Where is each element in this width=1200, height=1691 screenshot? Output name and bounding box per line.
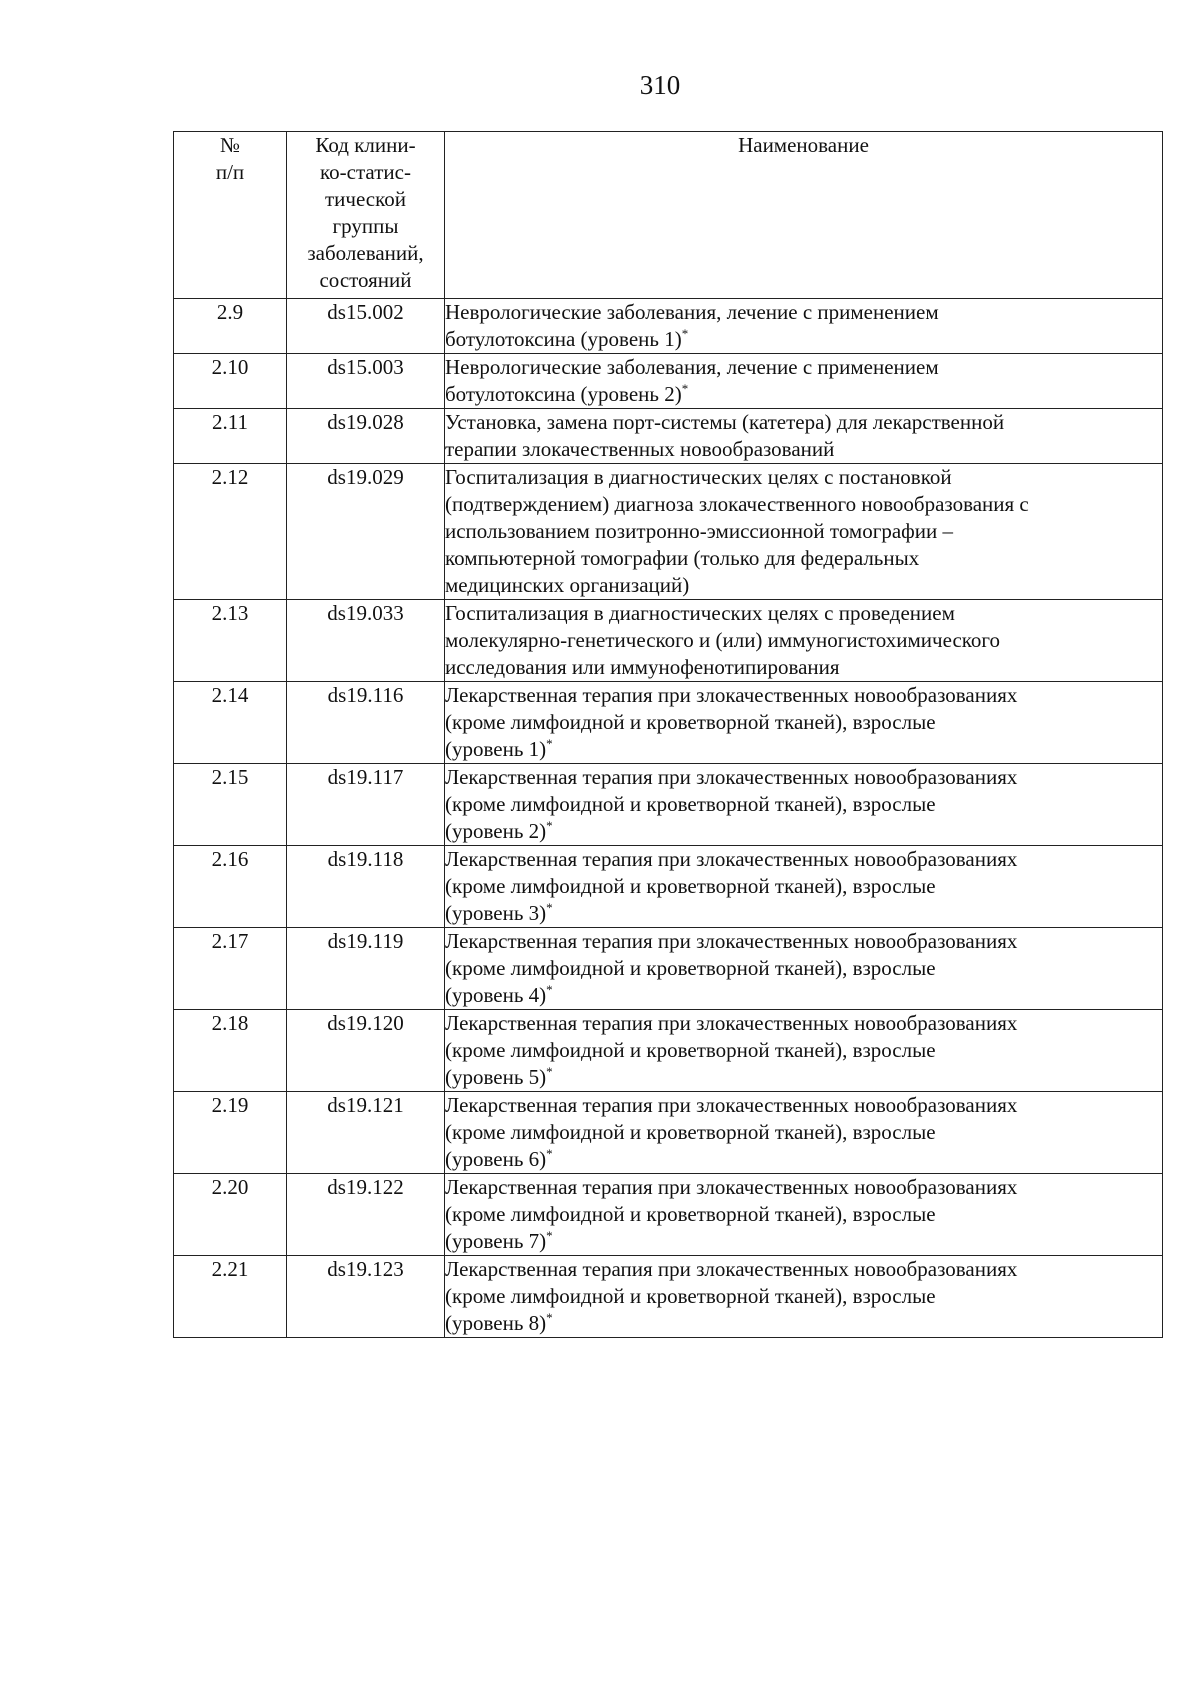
table-row xyxy=(174,1010,1163,1092)
ksg-name-text: (уровень 3) xyxy=(445,901,547,925)
table-row xyxy=(174,764,1163,846)
ksg-name-text: (уровень 5) xyxy=(445,1065,547,1089)
ksg-name-text: медицинских организаций) xyxy=(445,573,690,597)
ksg-name-line xyxy=(445,873,1162,900)
ksg-name-text: Неврологические заболевания, лечение с применением xyxy=(445,355,939,379)
ksg-name-line xyxy=(445,900,1162,927)
footnote-asterisk: * xyxy=(546,736,553,751)
ksg-name-text: (кроме лимфоидной и кроветворной тканей), взрослые xyxy=(445,710,936,734)
ksg-name-text: Лекарственная терапия при злокачественных новообразованиях xyxy=(445,1257,1018,1281)
ksg-name-line xyxy=(445,682,1162,709)
ksg-name xyxy=(445,1256,1163,1338)
header-code-line: тической xyxy=(324,187,407,211)
ksg-name-text: Лекарственная терапия при злокачественных новообразованиях xyxy=(445,1093,1018,1117)
table-row xyxy=(174,299,1163,354)
row-number: 2.10 xyxy=(174,354,287,409)
ksg-name-text: (кроме лимфоидной и кроветворной тканей), взрослые xyxy=(445,874,936,898)
ksg-code: ds15.003 xyxy=(287,354,445,409)
ksg-name-line xyxy=(445,1119,1162,1146)
ksg-name-text: использованием позитронно-эмиссионной томографии – xyxy=(445,519,953,543)
header-num-line: № xyxy=(219,133,241,157)
header-code-line: группы xyxy=(332,214,399,238)
ksg-name-line xyxy=(445,545,1162,572)
ksg-name-text: (уровень 6) xyxy=(445,1147,547,1171)
ksg-name-text: Лекарственная терапия при злокачественных новообразованиях xyxy=(445,765,1018,789)
ksg-code: ds19.116 xyxy=(287,682,445,764)
ksg-name-text: Госпитализация в диагностических целях с постановкой xyxy=(445,465,952,489)
ksg-name-text: Лекарственная терапия при злокачественных новообразованиях xyxy=(445,683,1018,707)
ksg-name-text: (уровень 8) xyxy=(445,1311,547,1335)
ksg-name-text: Лекарственная терапия при злокачественных новообразованиях xyxy=(445,1175,1018,1199)
ksg-name-text: (кроме лимфоидной и кроветворной тканей), взрослые xyxy=(445,956,936,980)
ksg-code: ds19.028 xyxy=(287,409,445,464)
ksg-name xyxy=(445,354,1163,409)
row-number: 2.14 xyxy=(174,682,287,764)
row-number: 2.19 xyxy=(174,1092,287,1174)
ksg-name-line xyxy=(445,1037,1162,1064)
ksg-name xyxy=(445,600,1163,682)
ksg-code: ds15.002 xyxy=(287,299,445,354)
ksg-name-text: Неврологические заболевания, лечение с применением xyxy=(445,300,939,324)
ksg-code: ds19.033 xyxy=(287,600,445,682)
ksg-name-line xyxy=(445,381,1162,408)
ksg-name-line xyxy=(445,982,1162,1009)
header-code xyxy=(287,132,445,299)
ksg-name-text: компьютерной томографии (только для федеральных xyxy=(445,546,920,570)
ksg-name-line xyxy=(445,928,1162,955)
ksg-name xyxy=(445,682,1163,764)
ksg-name xyxy=(445,409,1163,464)
ksg-code: ds19.117 xyxy=(287,764,445,846)
table-row xyxy=(174,1256,1163,1338)
header-name: Наименование xyxy=(445,132,1163,299)
ksg-name-line xyxy=(445,1201,1162,1228)
ksg-name-text: (кроме лимфоидной и кроветворной тканей), взрослые xyxy=(445,792,936,816)
ksg-name-line xyxy=(445,709,1162,736)
ksg-name-line xyxy=(445,326,1162,353)
ksg-name xyxy=(445,1174,1163,1256)
ksg-name xyxy=(445,764,1163,846)
ksg-name-line xyxy=(445,572,1162,599)
ksg-name-text: (уровень 7) xyxy=(445,1229,547,1253)
ksg-code: ds19.123 xyxy=(287,1256,445,1338)
ksg-name-text: (уровень 4) xyxy=(445,983,547,1007)
footnote-asterisk: * xyxy=(546,1146,553,1161)
table-header-row xyxy=(174,132,1163,299)
footnote-asterisk: * xyxy=(681,381,689,396)
header-code-line: заболеваний, xyxy=(307,241,424,265)
table-row xyxy=(174,928,1163,1010)
ksg-name-line xyxy=(445,736,1162,763)
ksg-name-line xyxy=(445,654,1162,681)
ksg-name-text: Лекарственная терапия при злокачественных новообразованиях xyxy=(445,929,1018,953)
page-number: 310 xyxy=(639,70,681,100)
ksg-name-text: (уровень 1) xyxy=(445,737,547,761)
ksg-name-text: Лекарственная терапия при злокачественных новообразованиях xyxy=(445,847,1018,871)
ksg-name-line xyxy=(445,1283,1162,1310)
ksg-name-line xyxy=(445,1146,1162,1173)
ksg-table xyxy=(173,131,1163,1338)
ksg-name xyxy=(445,1092,1163,1174)
ksg-name-text: (уровень 2) xyxy=(445,819,547,843)
header-code-line: Код клини- xyxy=(315,133,416,157)
ksg-code: ds19.029 xyxy=(287,464,445,600)
table-row xyxy=(174,1092,1163,1174)
footnote-asterisk: * xyxy=(546,818,553,833)
ksg-name-line xyxy=(445,464,1162,491)
table-row xyxy=(174,1174,1163,1256)
ksg-name-text: Лекарственная терапия при злокачественных новообразованиях xyxy=(445,1011,1018,1035)
ksg-name-text: терапии злокачественных новообразований xyxy=(445,437,835,461)
ksg-code: ds19.119 xyxy=(287,928,445,1010)
ksg-name-line xyxy=(445,354,1162,381)
row-number: 2.18 xyxy=(174,1010,287,1092)
ksg-name xyxy=(445,464,1163,600)
footnote-asterisk: * xyxy=(681,326,689,341)
ksg-name-line xyxy=(445,764,1162,791)
ksg-name-text: исследования или иммунофенотипирования xyxy=(445,655,840,679)
row-number: 2.11 xyxy=(174,409,287,464)
ksg-name xyxy=(445,846,1163,928)
ksg-code: ds19.121 xyxy=(287,1092,445,1174)
ksg-name-line xyxy=(445,1228,1162,1255)
row-number: 2.12 xyxy=(174,464,287,600)
ksg-name-line xyxy=(445,600,1162,627)
ksg-name-text: (кроме лимфоидной и кроветворной тканей), взрослые xyxy=(445,1202,936,1226)
ksg-name-line xyxy=(445,1310,1162,1337)
ksg-name-text: Госпитализация в диагностических целях с проведением xyxy=(445,601,955,625)
header-code-line: ко-статис- xyxy=(320,160,411,184)
table-row xyxy=(174,464,1163,600)
footnote-asterisk: * xyxy=(546,982,553,997)
ksg-name-line xyxy=(445,1256,1162,1283)
header-num-line: п/п xyxy=(215,160,245,184)
ksg-code: ds19.118 xyxy=(287,846,445,928)
ksg-code: ds19.120 xyxy=(287,1010,445,1092)
ksg-name xyxy=(445,299,1163,354)
ksg-name-line xyxy=(445,1010,1162,1037)
row-number: 2.17 xyxy=(174,928,287,1010)
ksg-name-line xyxy=(445,818,1162,845)
ksg-name xyxy=(445,928,1163,1010)
row-number: 2.13 xyxy=(174,600,287,682)
row-number: 2.16 xyxy=(174,846,287,928)
row-number: 2.20 xyxy=(174,1174,287,1256)
ksg-name-line xyxy=(445,791,1162,818)
ksg-name-text: (кроме лимфоидной и кроветворной тканей), взрослые xyxy=(445,1120,936,1144)
footnote-asterisk: * xyxy=(546,900,553,915)
table-row xyxy=(174,682,1163,764)
ksg-name-line xyxy=(445,1064,1162,1091)
row-number: 2.15 xyxy=(174,764,287,846)
row-number: 2.21 xyxy=(174,1256,287,1338)
ksg-code: ds19.122 xyxy=(287,1174,445,1256)
ksg-name-line xyxy=(445,518,1162,545)
header-num xyxy=(174,132,287,299)
ksg-name-text: (кроме лимфоидной и кроветворной тканей), взрослые xyxy=(445,1284,936,1308)
row-number: 2.9 xyxy=(174,299,287,354)
ksg-name xyxy=(445,1010,1163,1092)
table-row xyxy=(174,846,1163,928)
ksg-name-line xyxy=(445,1092,1162,1119)
ksg-name-text: ботулотоксина (уровень 2) xyxy=(445,382,682,406)
ksg-name-line xyxy=(445,1174,1162,1201)
footnote-asterisk: * xyxy=(546,1310,553,1325)
ksg-name-line xyxy=(445,436,1162,463)
ksg-name-text: (кроме лимфоидной и кроветворной тканей), взрослые xyxy=(445,1038,936,1062)
ksg-name-line xyxy=(445,409,1162,436)
ksg-name-line xyxy=(445,491,1162,518)
header-code-line: состояний xyxy=(319,268,412,292)
table-body xyxy=(174,299,1163,1338)
footnote-asterisk: * xyxy=(546,1064,553,1079)
table-row xyxy=(174,409,1163,464)
ksg-name-text: Установка, замена порт-системы (катетера) для лекарственной xyxy=(445,410,1005,434)
ksg-name-line xyxy=(445,299,1162,326)
ksg-name-text: (подтверждением) диагноза злокачественного новообразования с xyxy=(445,492,1029,516)
table-row xyxy=(174,354,1163,409)
ksg-name-line xyxy=(445,627,1162,654)
footnote-asterisk: * xyxy=(546,1228,553,1243)
ksg-name-line xyxy=(445,846,1162,873)
ksg-name-line xyxy=(445,955,1162,982)
table-row xyxy=(174,600,1163,682)
ksg-name-text: ботулотоксина (уровень 1) xyxy=(445,327,682,351)
ksg-name-text: молекулярно-генетического и (или) иммуногистохимического xyxy=(445,628,1001,652)
